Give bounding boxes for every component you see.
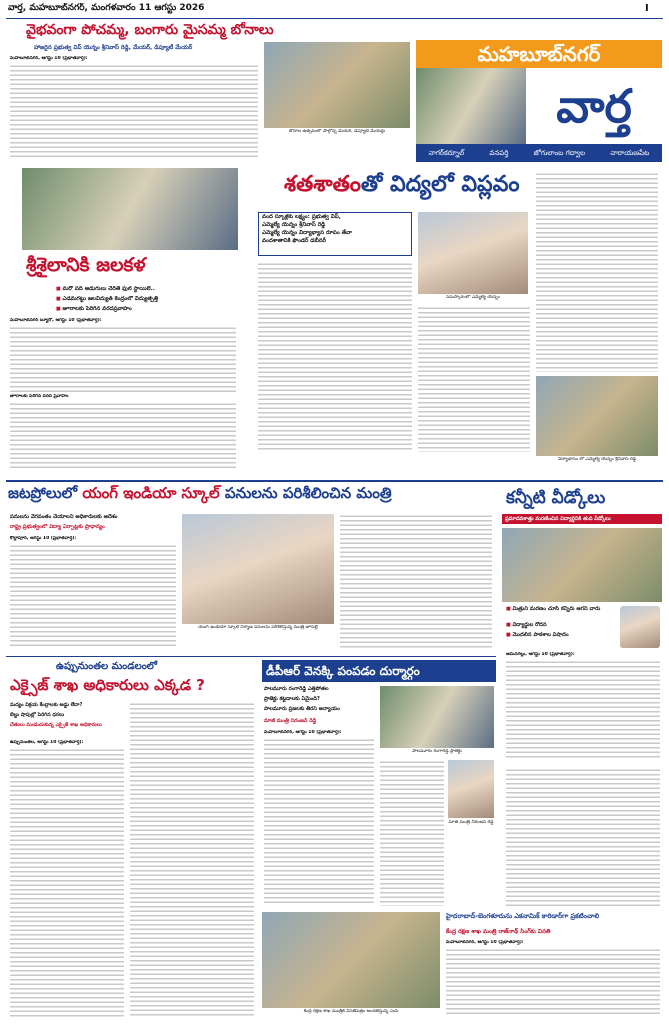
srisailam-body-2 [10, 402, 236, 468]
tears-bullet-1: ■ మిత్రుని మరణం చూసి కన్నీరు ఆగని వారు [506, 606, 616, 620]
excise-body-col-1 [10, 748, 124, 1018]
dpr-point-4: మాజీ మంత్రి నిరంజన్ రెడ్డి [264, 718, 317, 724]
district-1: నాగర్‌కర్నూల్ [428, 149, 465, 157]
education-headline-b: తో విద్యలో విప్లవం [360, 172, 520, 197]
excise-headline: ఎక్సైజ్ శాఖ అధికారులు ఎక్కడ ? [10, 676, 205, 694]
page-number: I [645, 3, 649, 14]
srisailam-bullet-2: ■ ఎడమగట్టు జలవిద్యుత్ కేంద్రంలో విద్యుత్పత్తి [56, 296, 236, 304]
education-photo-1-caption: నమస్కారంలో ఎమ్మెల్యే యెన్నం [446, 295, 500, 300]
bonalu-subhead: హాజరైన ప్రభుత్వ విప్ యెన్నం శ్రీనివాస్ రెడ్డి, మేయర్, డిప్యూటీ మేయర్ [34, 45, 193, 51]
dpr-photo-caption: పాలమూరు రంగారెడ్డి ప్రాజెక్టు [412, 749, 462, 754]
dateline: వార్త, మహబూబ్‌నగర్, మంగళవారం 11 ఆగస్టు 2026 [8, 3, 205, 13]
bonalu-byline: మహబూబ్‌నగర్, ఆగస్టు 10 (ప్రభాతవార్త): [10, 56, 88, 61]
education-box-line-4: వందశాతానికి ఫౌండర్ డబీనరీ [262, 238, 326, 244]
tears-subhead: ప్రమాదవశాత్తు మరణించిన విద్యార్థినికి తుది వీడ్కోలు [502, 514, 662, 524]
srisailam-body [10, 326, 236, 392]
jadcherla-photo-caption: యంగ్ ఇండియా స్కూల్ నిర్మాణ పనులను పరిశీలిస్తున్న మంత్రి జూపల్లి [198, 625, 318, 630]
corridor-subhead: కేంద్ర రక్షణ శాఖ మంత్రి రాజ్‌నాథ్ సింగ్‌కు వినతి [446, 929, 551, 935]
tears-body-continued [506, 768, 660, 908]
tears-story [502, 486, 662, 764]
dpr-body-1 [264, 738, 374, 906]
education-body-col-3 [536, 172, 658, 372]
dpr-byline: మహబూబ్‌నగర్, ఆగస్టు 10 (ప్రభాతవార్త): [264, 730, 342, 735]
jadcherla-body-2 [340, 514, 492, 648]
jadcherla-headline-b: యంగ్ ఇండియా స్కూల్ [82, 484, 220, 502]
excise-point-2: బెల్టు షాపుల్లో పెరిగిన ధరలు [10, 712, 65, 718]
dpr-point-1: పాలమూరు రంగారెడ్డి ఎత్తిపోతల [264, 686, 329, 692]
tears-body [506, 660, 660, 758]
dpr-photo [380, 686, 494, 748]
excise-point-3: చేతులు ముడుచుకున్న ఎక్సైజ్ శాఖ అధికారులు [10, 722, 102, 728]
excise-story [6, 660, 258, 1024]
jadcherla-headline [8, 484, 494, 508]
tears-photo-1 [502, 528, 662, 602]
tears-bullet-3: ■ మొదలిన పాఠశాల విషాదం [506, 632, 616, 640]
education-body-col-2 [418, 306, 530, 452]
education-body-col-1 [258, 262, 412, 452]
jadcherla-quote-2: రాష్ట్ర ప్రభుత్వంలో విద్యా ఏర్పాట్లకు ప్రాధాన్యం [10, 524, 105, 530]
jadcherla-headline-a: జటప్రోలులో [8, 484, 83, 502]
jadcherla-quote-1: పనులను వేగవంతం చేయాలని అధికారులకు ఆదేశం [10, 514, 118, 520]
dpr-point-3: పాలమూరు ప్రజలకు తీరని అన్యాయం [264, 706, 340, 712]
jadcherla-photo [182, 514, 334, 624]
education-headline-a: శతశాతం [284, 172, 361, 197]
corridor-headline: హైదరాబాద్-బెంగళూరును ఎకనామిక్ కారిడార్‌గా ప్రకటించాలి [446, 912, 600, 920]
srisailam-story [6, 252, 240, 474]
bonalu-photo-1-caption: బోనాల ఉత్సవంలో పాల్గొన్న మేయర్, డిప్యూటీ మేయర్లు [288, 129, 386, 134]
education-box-line-3: ఎమ్మెల్యే యెన్నం విద్యాభ్యాస రూపం తేవా [262, 230, 352, 236]
corridor-photo-caption: కేంద్ర రక్షణ శాఖ మంత్రికి వినతిపత్రం అందజేస్తున్న ఎంపీ [303, 1009, 399, 1014]
tears-headline: కన్నీటి వీడ్కోలు [506, 488, 606, 508]
excise-body-col-2 [130, 702, 254, 1018]
corridor-story [262, 912, 662, 1018]
excise-point-1: మద్యం విక్రయ కేంద్రాలకు అడ్డు లేదా? [10, 702, 83, 708]
education-box-line-2: ఎమ్మెల్యే యెన్నం శ్రీనివాస్ రెడ్డి [262, 222, 326, 228]
education-box-line-1: వంద స్కూళ్లకు లక్ష్యం: ప్రభుత్వ విప్, [262, 214, 341, 220]
srisailam-bullet-1: ■ మరో పది అడుగులు చేరితే ఫుల్ స్టాయిలే.. [56, 286, 236, 294]
srisailam-subsection: జూరాలకు పెరిగిన వరద ప్రవాహం [10, 394, 69, 399]
excise-kicker: ఉప్పునుంతల మండలంలో [56, 661, 158, 672]
district-4: నారాయణపేట [610, 149, 650, 157]
tears-bullet-2: ■ విద్యార్థుల రోదన [506, 622, 616, 630]
education-photo-2 [536, 376, 658, 456]
jadcherla-headline-c: పనులను పరిశీలించిన మంత్రి [219, 484, 392, 502]
education-photo-1 [418, 212, 528, 294]
dpr-story [262, 660, 496, 910]
region-title: మహబూబ్‌నగర్ [416, 40, 662, 68]
district-3: జోగులాంబ గద్వాల [533, 149, 586, 157]
education-photo-2-caption: విద్యాభాసం లో ఎమ్మెల్యే యెన్నం శ్రీనివాస్ రెడ్డి [558, 457, 636, 462]
jadcherla-byline: కొల్లాపూర్, ఆగస్టు 10 (ప్రభాతవార్త): [10, 536, 77, 541]
excise-byline: ఉప్పునుంతల, ఆగస్టు 10 (ప్రభాతవార్త): [10, 740, 84, 745]
district-strip [416, 144, 662, 162]
education-story [244, 166, 662, 476]
masthead [416, 40, 662, 166]
district-2: వనపర్తి [489, 149, 509, 157]
brand-logo: వార్త [556, 79, 632, 133]
dpr-headline: డీపీఆర్ వెనక్కి పంపడం దుర్మార్గం [262, 660, 496, 682]
srisailam-photo [22, 168, 238, 250]
corridor-body [446, 948, 660, 1016]
srisailam-byline: మహబూబ్‌నగర్ బ్యూరో, ఆగస్టు 10 (ప్రభాతవార్త): [10, 318, 102, 323]
bonalu-photo-1 [264, 42, 410, 128]
tears-portrait [620, 606, 660, 648]
education-highlight-box [258, 212, 412, 256]
dam-image [416, 68, 526, 144]
srisailam-bullet-3: ■ జూరాలకు పెరిగిన వరదప్రవాహం [56, 306, 236, 314]
bonalu-headline: వైభవంగా పోచమ్మ, బంగారు మైసమ్మ బోనాలు [26, 22, 274, 38]
jadcherla-body-1 [10, 544, 176, 648]
dpr-point-2: ప్రాజెక్టు కట్టడాలకు ఏమైంది? [264, 696, 320, 702]
tears-byline: ఆమనగల్లు, ఆగస్టు 10 (ప్రభాతవార్త): [506, 652, 575, 657]
bonalu-story [6, 22, 412, 164]
dpr-portrait-caption: మాజీ మంత్రి నిరంజన్ రెడ్డి [448, 820, 494, 825]
corridor-byline: మహబూబ్‌నగర్, ఆగస్టు 10 (ప్రభాతవార్త): [446, 940, 524, 945]
dpr-body-2 [380, 760, 444, 906]
jadcherla-story [6, 484, 496, 652]
bonalu-body [10, 64, 258, 158]
dpr-portrait [448, 760, 494, 818]
srisailam-headline: శ్రీశైలానికి జలకళ [26, 254, 146, 276]
corridor-photo [262, 912, 440, 1008]
